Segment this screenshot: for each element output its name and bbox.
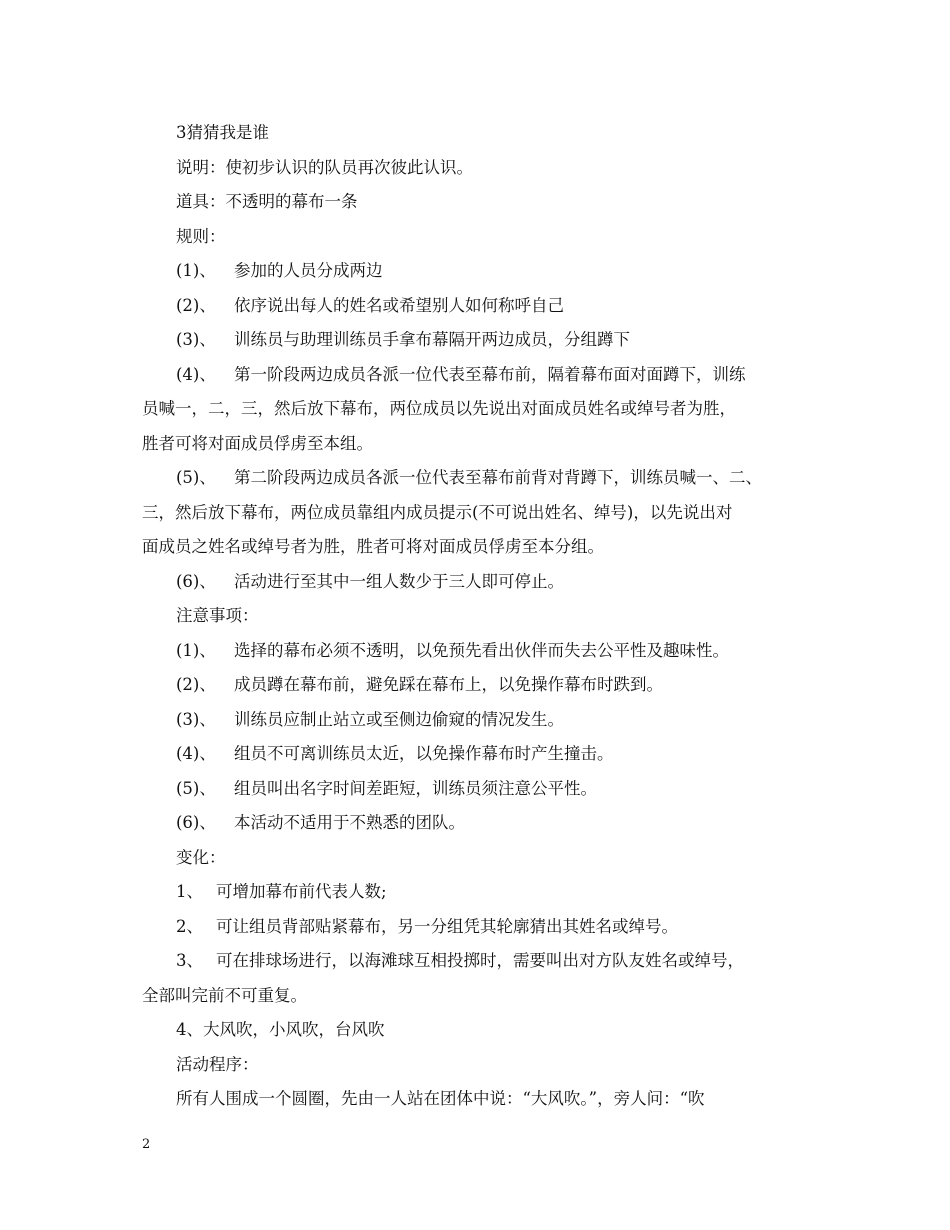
item-text: 选择的幕布必须不透明，以免预先看出伙伴而失去公平性及趣味性。 bbox=[234, 640, 729, 660]
section-heading: 3猜猜我是谁 bbox=[176, 123, 269, 142]
item-number: (6)、 bbox=[176, 813, 216, 832]
page-number: 2 bbox=[142, 1137, 151, 1152]
variation-item bbox=[142, 875, 814, 910]
item-number: (3)、 bbox=[176, 330, 216, 349]
rule-item bbox=[142, 461, 814, 496]
item-text: 训练员应制止站立或至侧边偷窥的情况发生。 bbox=[234, 709, 564, 729]
item-text: 组员叫出名字时间差距短，训练员须注意公平性。 bbox=[234, 778, 597, 798]
item-text: 第一阶段两边成员各派一位代表至幕布前，隔着幕布面对面蹲下，训练 bbox=[234, 364, 746, 384]
item-number: (3)、 bbox=[176, 709, 216, 729]
paragraph-line: 说明：使初步认识的队员再次彼此认识。 bbox=[176, 157, 473, 177]
paragraph-line: 员喊一，二，三，然后放下幕布，两位成员以先说出对面成员姓名或绰号者为胜， bbox=[142, 399, 736, 418]
item-number: (4)、 bbox=[176, 744, 216, 763]
item-text: 活动进行至其中一组人数少于三人即可停止。 bbox=[234, 571, 564, 591]
item-number: 1、 bbox=[176, 882, 203, 901]
item-number: (6)、 bbox=[176, 571, 216, 591]
note-item bbox=[142, 668, 814, 703]
note-item bbox=[142, 737, 814, 772]
item-text: 成员蹲在幕布前，避免踩在幕布上，以免操作幕布时跌到。 bbox=[234, 675, 663, 694]
rules-heading: 规则： bbox=[176, 226, 226, 246]
rule-item bbox=[142, 323, 814, 358]
item-number: (2)、 bbox=[176, 675, 216, 694]
paragraph-line: 胜者可将对面成员俘虏至本组。 bbox=[142, 433, 373, 453]
rule-item bbox=[142, 254, 814, 289]
item-number: (5)、 bbox=[176, 778, 216, 798]
paragraph-line: 全部叫完前不可重复。 bbox=[142, 985, 307, 1005]
rule-item bbox=[142, 565, 814, 600]
variation-item bbox=[142, 944, 814, 979]
item-text: 训练员与助理训练员手拿布幕隔开两边成员，分组蹲下 bbox=[234, 330, 630, 349]
item-number: (1)、 bbox=[176, 640, 216, 660]
item-number: (4)、 bbox=[176, 364, 216, 384]
rule-item bbox=[142, 358, 814, 393]
paragraph-line: 三，然后放下幕布，两位成员靠组内成员提示(不可说出姓名、绰号)，以先说出对 bbox=[142, 502, 733, 522]
note-item bbox=[142, 806, 814, 841]
note-item bbox=[142, 703, 814, 738]
note-item bbox=[142, 772, 814, 807]
item-text: 参加的人员分成两边 bbox=[234, 261, 383, 280]
item-number: (2)、 bbox=[176, 295, 216, 315]
paragraph-line: 道具：不透明的幕布一条 bbox=[176, 192, 358, 211]
item-text: 依序说出每人的姓名或希望别人如何称呼自己 bbox=[234, 295, 564, 315]
item-number: (1)、 bbox=[176, 261, 216, 280]
variation-item bbox=[142, 910, 814, 945]
item-text: 可在排球场进行，以海滩球互相投掷时，需要叫出对方队友姓名或绰号， bbox=[216, 951, 744, 970]
item-number: (5)、 bbox=[176, 468, 216, 487]
variations-heading: 变化： bbox=[176, 847, 226, 867]
rule-item bbox=[142, 289, 814, 324]
paragraph-line: 所有人围成一个圆圈，先由一人站在团体中说：“大风吹。”，旁人问：“吹 bbox=[176, 1089, 705, 1108]
item-text: 可让组员背部贴紧幕布，另一分组凭其轮廓猜出其姓名或绰号。 bbox=[216, 916, 678, 936]
paragraph-line: 面成员之姓名或绰号者为胜，胜者可将对面成员俘虏至本分组。 bbox=[142, 537, 604, 556]
item-text: 本活动不适用于不熟悉的团队。 bbox=[234, 813, 465, 832]
section-heading: 4、大风吹，小风吹，台风吹 bbox=[176, 1020, 385, 1039]
notes-heading: 注意事项： bbox=[176, 606, 259, 625]
item-number: 2、 bbox=[176, 916, 203, 936]
item-text: 可增加幕布前代表人数; bbox=[216, 882, 387, 901]
procedure-heading: 活动程序： bbox=[176, 1054, 259, 1074]
document-body bbox=[142, 116, 814, 1117]
item-text: 组员不可离训练员太近，以免操作幕布时产生撞击。 bbox=[234, 744, 614, 763]
item-text: 第二阶段两边成员各派一位代表至幕布前背对背蹲下，训练员喊一、二、 bbox=[234, 468, 762, 487]
note-item bbox=[142, 634, 814, 669]
item-number: 3、 bbox=[176, 951, 203, 970]
